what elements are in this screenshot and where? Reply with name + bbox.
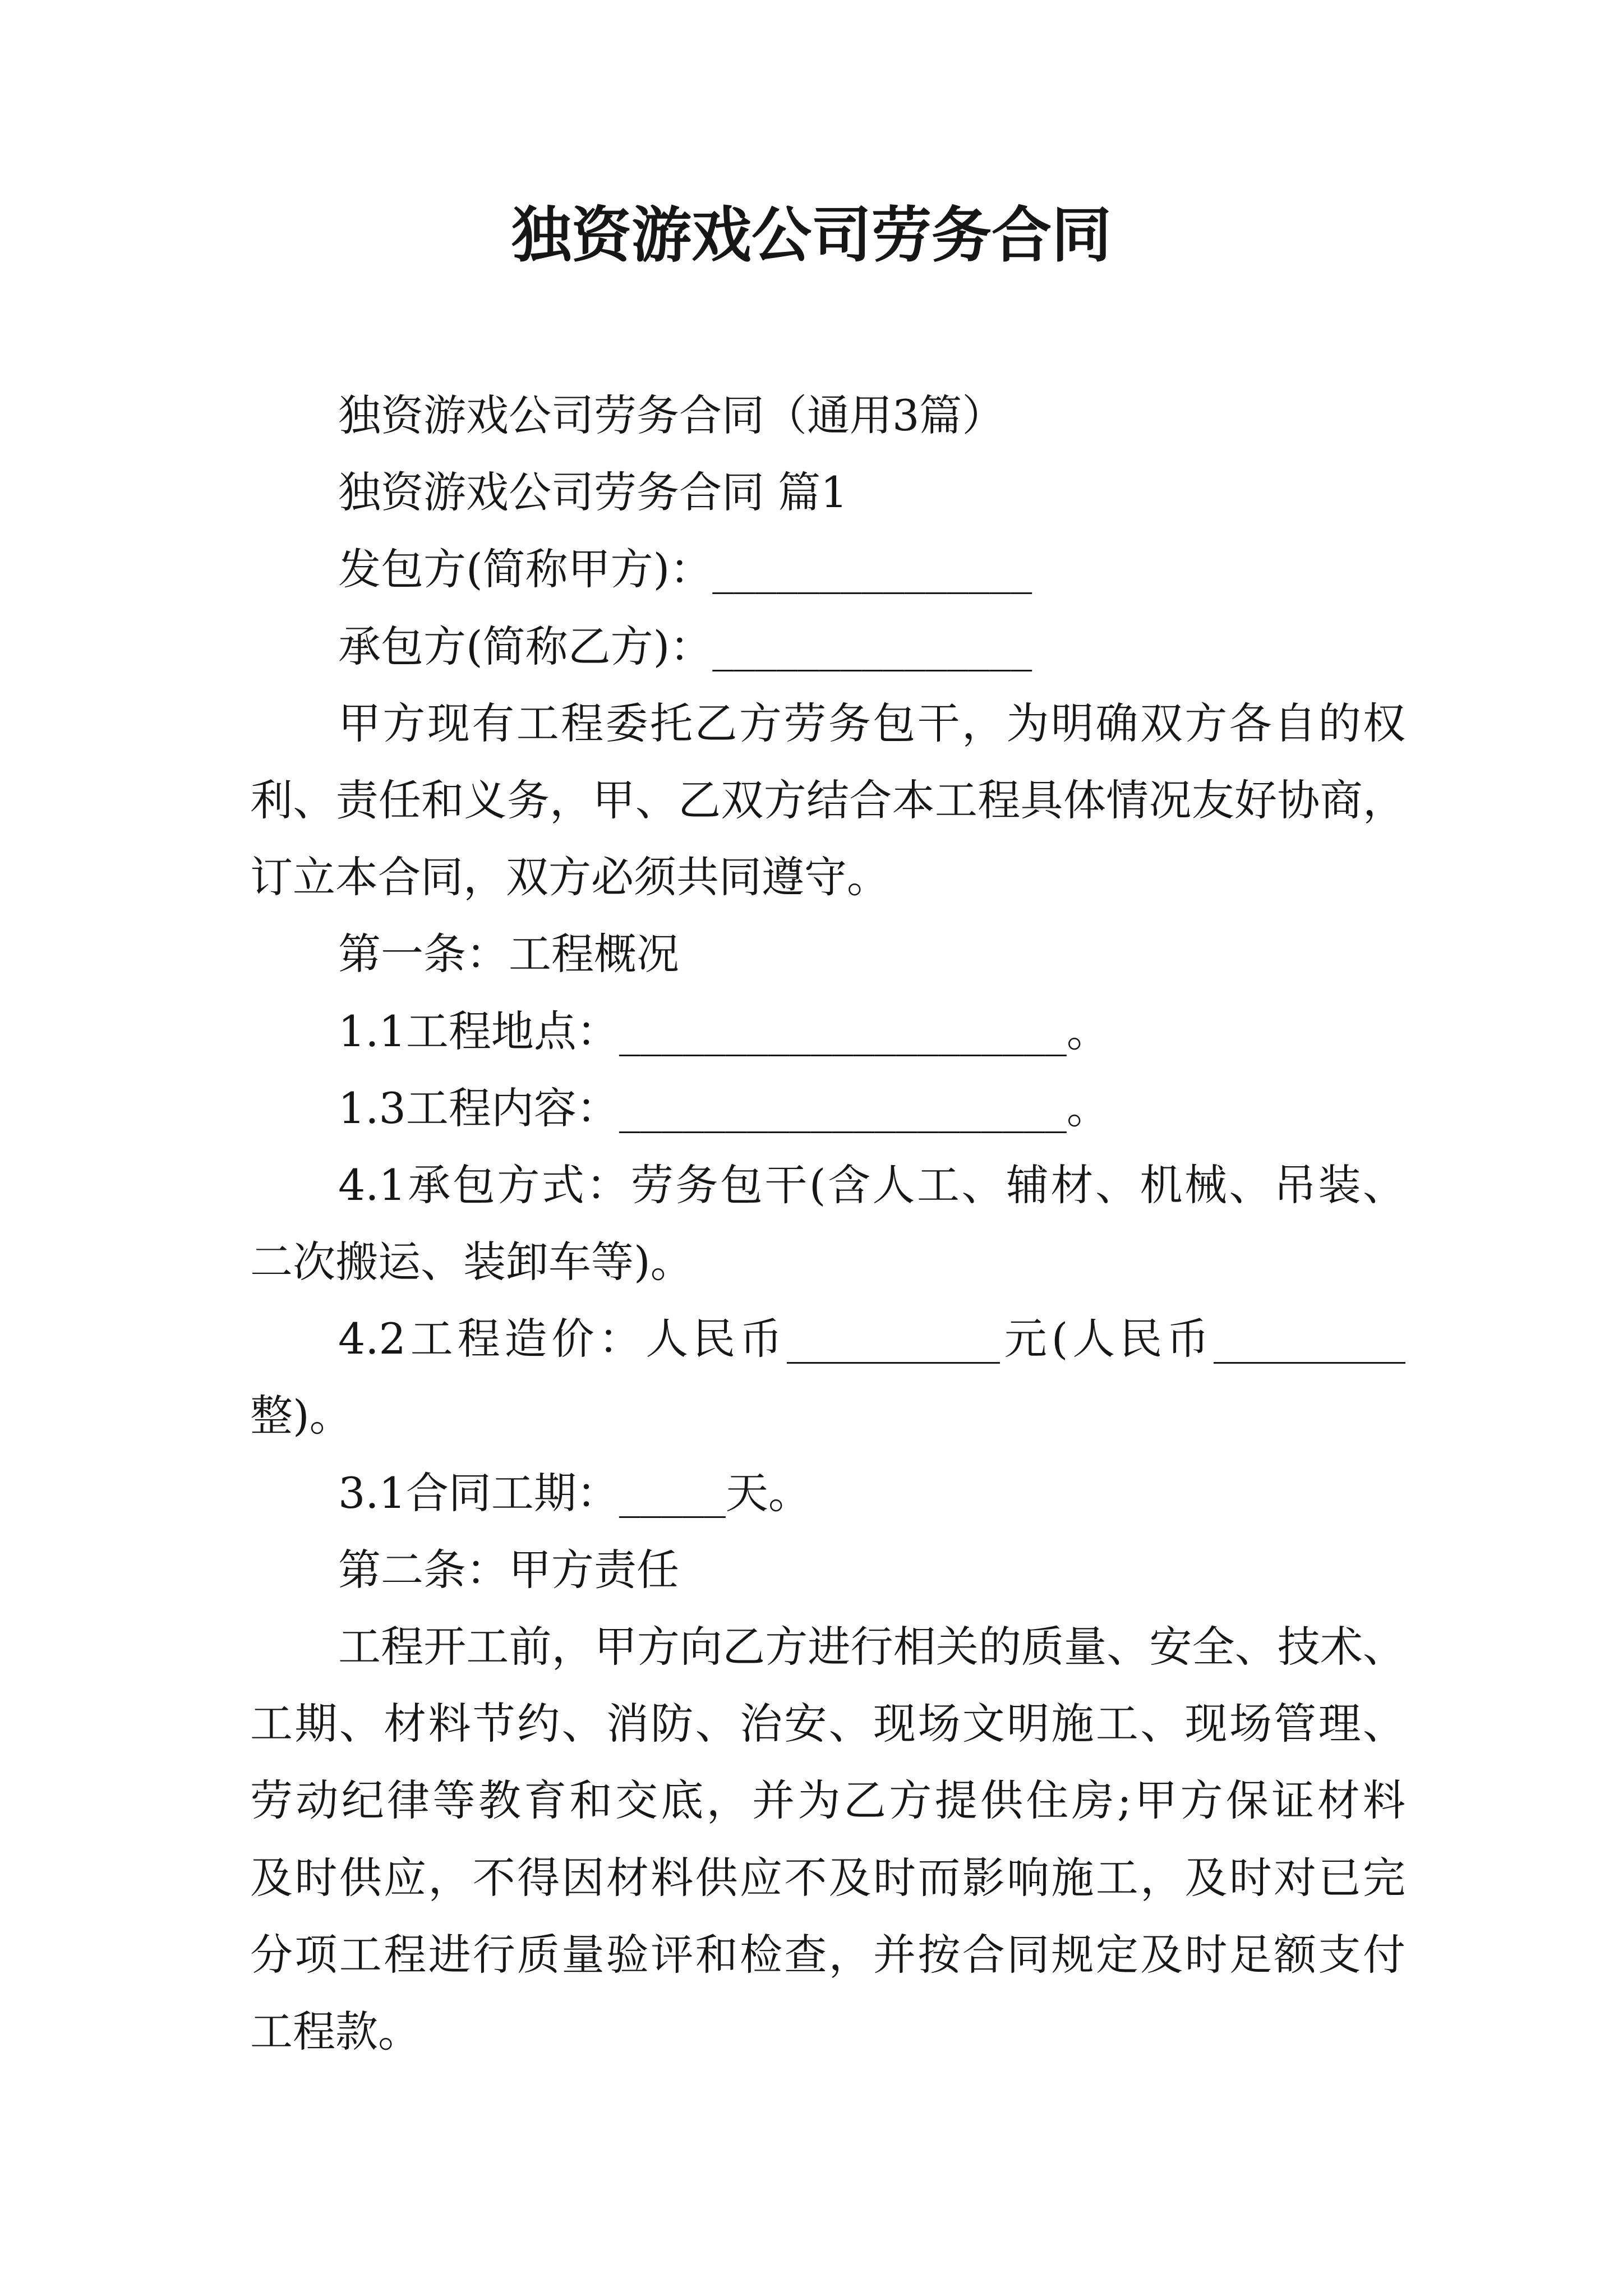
party-a-duty-line: 劳动纪律等教育和交底，并为乙方提供住房;甲方保证材料 — [250, 1775, 1405, 1826]
preamble-line: 甲方现有工程委托乙方劳务包干，为明确双方各自的权 — [338, 698, 1405, 748]
collection-title: 独资游戏公司劳务合同（通用3篇） — [338, 390, 1005, 440]
document-body — [0, 377, 1623, 2070]
contract-period-field: 3.1合同工期：_____天。 — [338, 1467, 811, 1518]
project-cost-line: 整)。 — [250, 1391, 352, 1441]
contract-method-line: 4.1承包方式：劳务包干(含人工、辅材、机械、吊装、 — [338, 1159, 1405, 1210]
contract-method-line: 二次搬运、装卸车等)。 — [250, 1237, 693, 1287]
party-a-duty-line: 分项工程进行质量验评和检查，并按合同规定及时足额支付 — [250, 1929, 1405, 1980]
clause-1-heading: 第一条：工程概况 — [338, 929, 679, 979]
party-a-duty-line: 工程款。 — [250, 2006, 421, 2056]
project-content-field: 1.3工程内容：_____________________。 — [338, 1083, 1109, 1133]
article-heading: 独资游戏公司劳务合同 篇1 — [338, 467, 848, 518]
project-location-field: 1.1工程地点：_____________________。 — [338, 1006, 1109, 1056]
preamble-line: 订立本合同，双方必须共同遵守。 — [250, 852, 889, 903]
clause-2-heading: 第二条：甲方责任 — [338, 1544, 679, 1595]
project-cost-line: 4.2工程造价：人民币__________元(人民币_________ — [338, 1314, 1405, 1364]
contractor-field: 承包方(简称乙方)：_______________ — [338, 621, 1032, 671]
party-a-duty-line: 工程开工前，甲方向乙方进行相关的质量、安全、技术、 — [338, 1622, 1405, 1672]
party-a-duty-line: 及时供应，不得因材料供应不及时而影响施工，及时对已完 — [250, 1852, 1405, 1903]
document-title: 独资游戏公司劳务合同 — [511, 200, 1112, 270]
preamble-line: 利、责任和义务，甲、乙双方结合本工程具体情况友好协商， — [250, 775, 1405, 825]
employer-field: 发包方(简称甲方)：_______________ — [338, 544, 1032, 595]
party-a-duty-line: 工期、材料节约、消防、治安、现场文明施工、现场管理、 — [250, 1699, 1405, 1749]
